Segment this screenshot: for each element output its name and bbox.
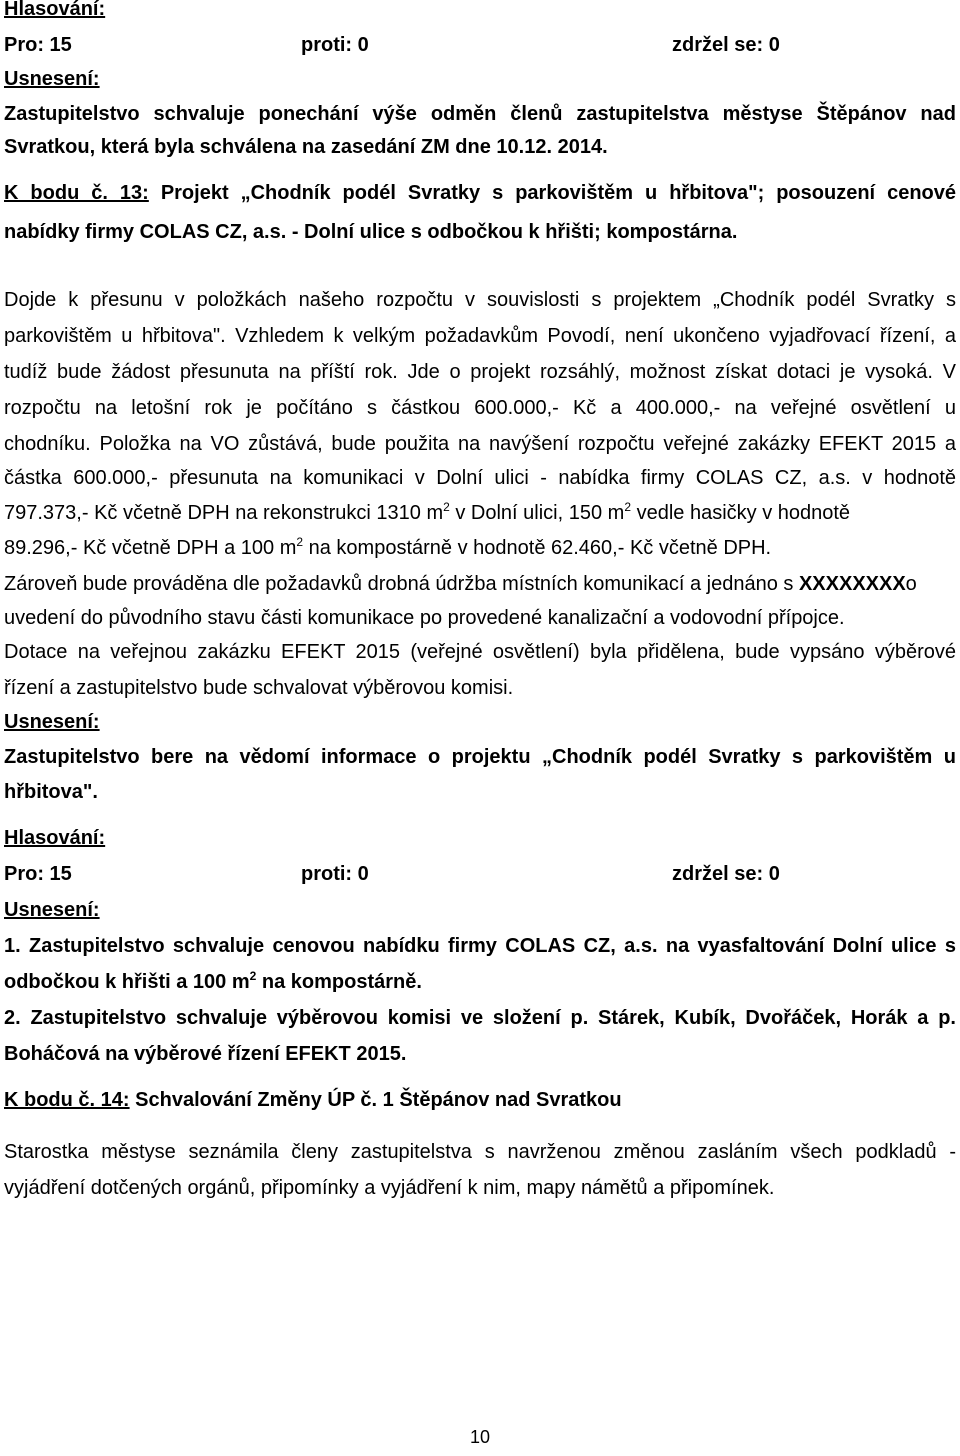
vote-zdrzel: zdržel se: 0 xyxy=(672,34,780,56)
vote-pro: Pro: 15 xyxy=(4,863,72,885)
resolution-item-1-cont: odbočkou k hřišti a 100 $m^2$ na kompostárně. xyxy=(4,969,422,993)
agenda-item-13-title: K bodu č. 13: Projekt „Chodník podél Svratky s parkovištěm u hřbitova"; posouzení cenové xyxy=(4,182,956,204)
vote-counts xyxy=(4,33,956,57)
vote-pro: Pro: 15 xyxy=(4,34,72,56)
agenda-item-label: K bodu č. 14: xyxy=(4,1089,130,1111)
resolution-heading: Usnesení: xyxy=(4,711,100,733)
resolution-item-2-cont: Boháčová na výběrové řízení EFEKT 2015. xyxy=(4,1043,407,1065)
body-line: rozpočtu na letošní rok je počítáno s částkou 600.000,- Kč a 400.000,- na veřejné osvětlení u xyxy=(4,397,956,419)
body-line: řízení a zastupitelstvo bude schvalovat výběrovou komisi. xyxy=(4,677,514,699)
voting-heading: Hlasování: xyxy=(4,0,106,20)
vote-proti: proti: 0 xyxy=(301,34,369,56)
resolution-text-line: Zastupitelstvo schvaluje ponechání výše odměn členů zastupitelstva městyse Štěpánov nad xyxy=(4,103,956,125)
body-line: uvedení do původního stavu části komunikace po provedené kanalizační a vodovodní přípojce. xyxy=(4,607,845,629)
body-line: tudíž bude žádost přesunuta na příští rok. Jde o projekt rozsáhlý, možnost získat dotaci je vysoká. V xyxy=(4,361,956,383)
vote-counts xyxy=(4,862,956,886)
body-line: Starostka městyse seznámila členy zastupitelstva s navrženou změnou zasláním všech podkladů - xyxy=(4,1141,956,1163)
page-number: 10 xyxy=(469,1427,491,1447)
vote-zdrzel: zdržel se: 0 xyxy=(672,863,780,885)
agenda-item-label: K bodu č. 13: xyxy=(4,182,149,204)
body-line: vyjádření dotčených orgánů, připomínky a vyjádření k nim, mapy námětů a připomínek. xyxy=(4,1177,775,1199)
agenda-item-14-title: K bodu č. 14: Schvalování Změny ÚP č. 1 Štěpánov nad Svratkou xyxy=(4,1089,622,1111)
resolution-text-line: hřbitova". xyxy=(4,781,98,803)
agenda-item-13-title-cont: nabídky firmy COLAS CZ, a.s. - Dolní ulice s odbočkou k hřišti; kompostárna. xyxy=(4,221,738,243)
resolution-heading: Usnesení: xyxy=(4,68,100,90)
body-line: chodníku. Položka na VO zůstává, bude použita na navýšení rozpočtu veřejné zakázky EFEKT 2015 a xyxy=(4,433,956,455)
vote-proti: proti: 0 xyxy=(301,863,369,885)
redacted-name: XXXXXXXX xyxy=(798,573,906,595)
body-line: Dojde k přesunu v položkách našeho rozpočtu v souvislosti s projektem „Chodník podél Svratky s xyxy=(4,289,956,311)
resolution-heading: Usnesení: xyxy=(4,899,100,921)
body-line: 89.296,- Kč včetně DPH a 100 $m^2$ na kompostárně v hodnotě 62.460,- Kč včetně DPH. xyxy=(4,535,772,559)
body-line: Dotace na veřejnou zakázku EFEKT 2015 (veřejné osvětlení) byla přidělena, bude vypsáno výběrové xyxy=(4,641,956,663)
voting-heading: Hlasování: xyxy=(4,827,106,849)
resolution-item-1: 1. Zastupitelstvo schvaluje cenovou nabídku firmy COLAS CZ, a.s. na vyasfaltování Dolní ulice s xyxy=(4,935,956,957)
resolution-item-2: 2. Zastupitelstvo schvaluje výběrovou komisi ve složení p. Stárek, Kubík, Dvořáček, Horák a p. xyxy=(4,1007,956,1029)
body-line: 797.373,- Kč včetně DPH na rekonstrukci 1310 $m^2$ v Dolní ulici, 150 $m^2$ vedle hasičky v hodnotě xyxy=(4,500,851,524)
body-line: částka 600.000,- přesunuta na komunikaci v Dolní ulici - nabídka firmy COLAS CZ, a.s. v hodnotě xyxy=(4,467,956,489)
body-line: parkovištěm u hřbitova". Vzhledem k velkým požadavkům Povodí, není ukončeno vyjadřovací řízení, a xyxy=(4,325,956,347)
body-line: Zároveň bude prováděna dle požadavků drobná údržba místních komunikací a jednáno s XXXXXXXXo xyxy=(4,573,917,595)
resolution-text-line: Svratkou, která byla schválena na zasedání ZM dne 10.12. 2014. xyxy=(4,136,608,158)
resolution-text-line: Zastupitelstvo bere na vědomí informace o projektu „Chodník podél Svratky s parkovištěm u xyxy=(4,746,956,768)
